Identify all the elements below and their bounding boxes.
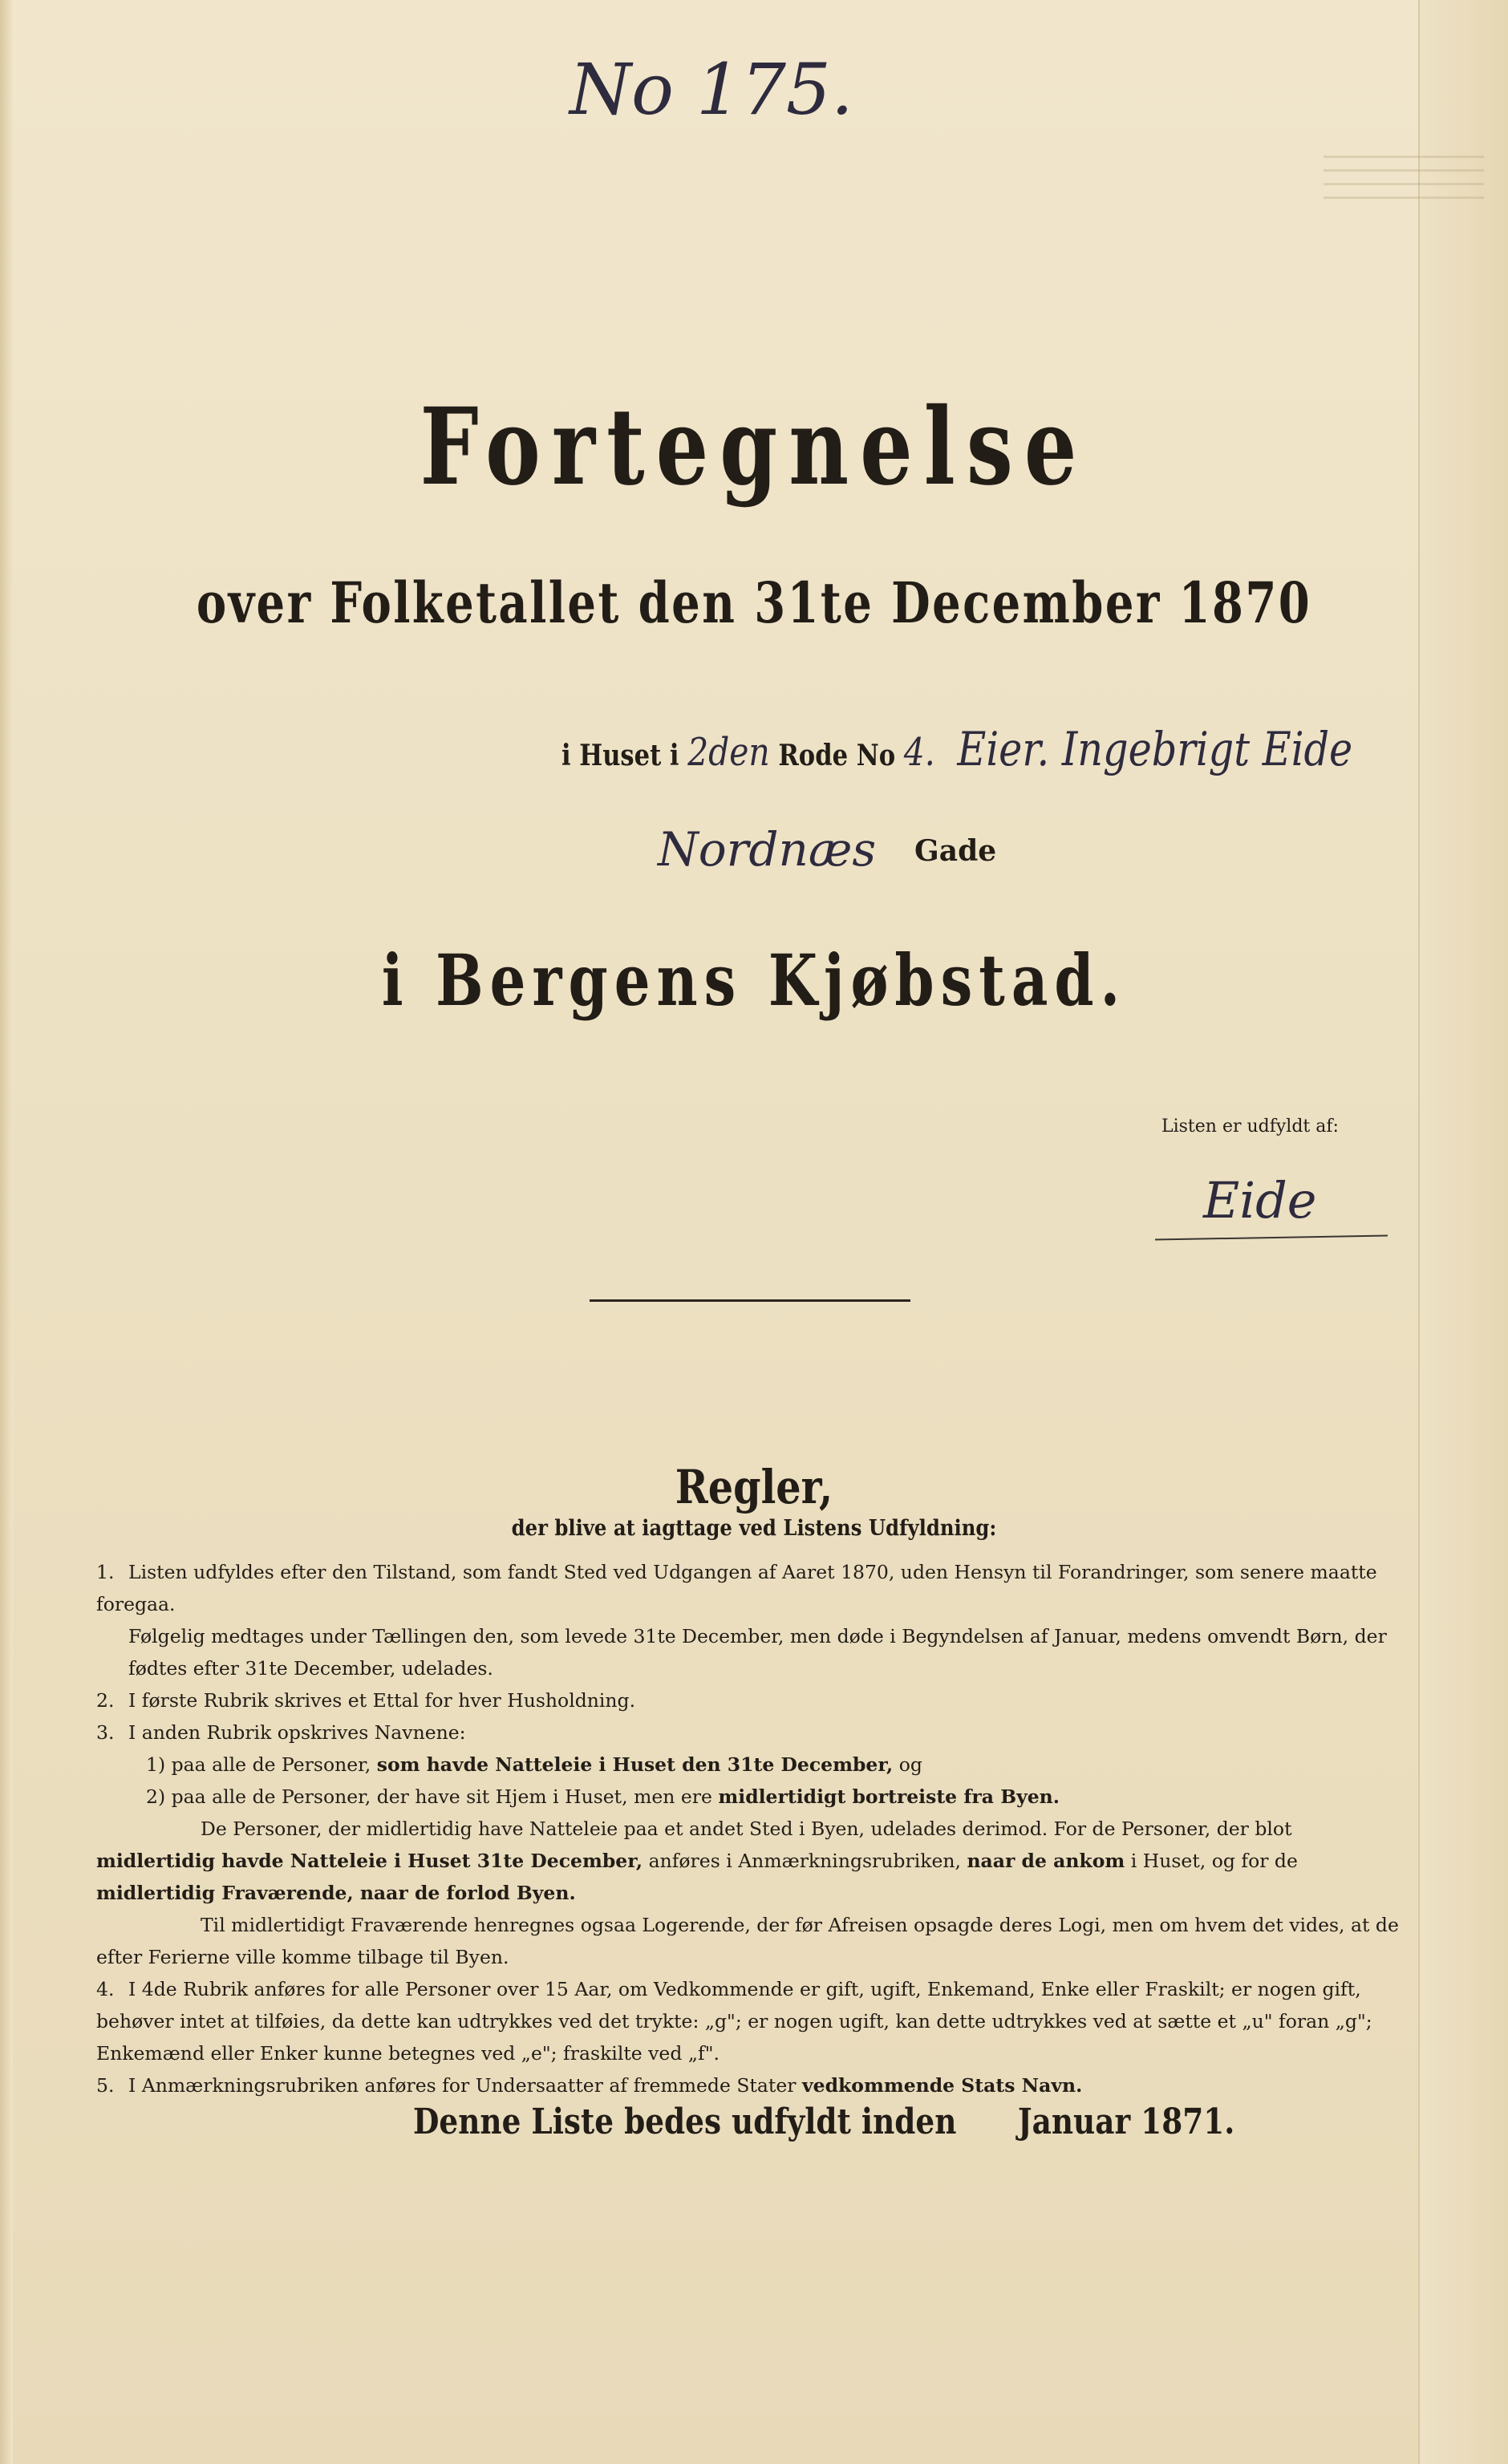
rule-number: 2.	[96, 1689, 115, 1712]
rule-1	[96, 1556, 1412, 1620]
rule-1-continued: Følgelig medtages under Tællingen den, som levede 31te December, men døde i Begyndelsen af Januar, medens omvendt Børn, der fødtes efter 31te December, udelades.	[128, 1625, 1387, 1680]
handwritten-owner: Eier. Ingebrigt Eide	[957, 722, 1353, 776]
house-prefix: i Huset i	[561, 739, 679, 772]
handwritten-signature: Eide	[1203, 1171, 1317, 1230]
handwritten-house-number: 4.	[903, 730, 935, 775]
handwritten-doc-number: No 175.	[570, 48, 853, 131]
rule-3-paragraph-1	[96, 1813, 1412, 1909]
para-text: De Personer, der midlertidig have Natteleie paa et andet Sted i Byen, udelades derimod. For de Personer, der blot	[201, 1818, 1292, 1840]
item-text: paa alle de Personer,	[171, 1753, 371, 1776]
street-label: Gade	[914, 834, 997, 868]
rule-5	[96, 2069, 1412, 2101]
rule-text: I Anmærkningsrubriken anføres for Undersaatter af fremmede Stater	[128, 2074, 797, 2097]
rule-number: 3.	[96, 1721, 115, 1744]
rule-text: I 4de Rubrik anføres for alle Personer over 15 Aar, om Vedkommende er gift, ugift, Enkemand, Enke eller Fraskilt; er nogen gift, behøver intet at tilføies, da dette kan udtrykkes ved det trykte: „g"; er nogen ugift, kan dette udtrykkes ved at sætte et „u" foran „g"; Enkemænd eller Enker kunne betegnes ved „e"; fraskilte ved „f".	[96, 1978, 1372, 2065]
handwritten-rode: 2den	[687, 730, 770, 775]
filled-by-label: Listen er udfyldt af:	[1161, 1116, 1339, 1137]
rules-title: Regler,	[675, 1460, 833, 1514]
signature-line	[1155, 1234, 1388, 1240]
rode-label: Rode	[778, 739, 849, 772]
item-text: paa alle de Personer, der have sit Hjem i Huset, men ere	[171, 1785, 712, 1808]
deadline-month: Januar 1871.	[1017, 2101, 1235, 2142]
rule-text: I første Rubrik skrives et Ettal for hver Husholdning.	[128, 1689, 636, 1712]
city-heading: i Bergens Kjøbstad.	[381, 938, 1127, 1022]
page-left-edge	[0, 0, 13, 2464]
rule-3-item-1	[96, 1749, 1412, 1781]
rule-text: Listen udfyldes efter den Tilstand, som fandt Sted ved Udgangen af Aaret 1870, uden Hensyn til Forandringer, som senere maatte foregaa.	[96, 1561, 1377, 1615]
item-number: 1)	[146, 1753, 166, 1776]
rules-subtitle: der blive at iagttage ved Listens Udfyldning:	[511, 1516, 997, 1541]
form-title: Fortegnelse	[420, 385, 1088, 509]
rules-list	[96, 1556, 1412, 2101]
form-subtitle: over Folketallet den 31te December 1870	[196, 569, 1312, 636]
item-emphasis: som havde Natteleie i Huset den 31te December,	[376, 1753, 894, 1776]
rule-4	[96, 1973, 1412, 2069]
deadline-line	[413, 2101, 1234, 2142]
rule-3-item-2	[96, 1781, 1412, 1813]
rule-number: 1.	[96, 1561, 115, 1583]
rule-3	[96, 1716, 1412, 1749]
para-emphasis: midlertidig Fraværende, naar de forlod Byen.	[96, 1882, 576, 1904]
rule-number: 4.	[96, 1978, 115, 2000]
bleed-through-ghost-text	[1324, 144, 1484, 225]
number-label: No	[856, 739, 896, 772]
section-divider	[590, 1299, 910, 1302]
rule-number: 5.	[96, 2074, 115, 2097]
item-text-end: og	[898, 1753, 922, 1776]
para-text: anføres i Anmærkningsrubriken,	[648, 1850, 961, 1872]
para-emphasis: naar de ankom	[967, 1850, 1125, 1872]
rule-3-paragraph-2: Til midlertidigt Fraværende henregnes ogsaa Logerende, der før Afreisen opsagde deres Logi, men om hvem det vides, at de efter Ferierne ville komme tilbage til Byen.	[96, 1914, 1399, 1968]
rule-emphasis: vedkommende Stats Navn.	[801, 2074, 1083, 2097]
para-text: i Huset, og for de	[1130, 1850, 1298, 1872]
page-right-edge	[1418, 0, 1508, 2464]
deadline-text: Denne Liste bedes udfyldt inden	[413, 2101, 957, 2142]
item-emphasis: midlertidigt bortreiste fra Byen.	[718, 1785, 1060, 1808]
rule-text: I anden Rubrik opskrives Navnene:	[128, 1721, 466, 1744]
handwritten-street: Nordnæs	[658, 822, 877, 877]
rule-2	[96, 1684, 1412, 1716]
para-emphasis: midlertidig havde Natteleie i Huset 31te December,	[96, 1850, 643, 1872]
house-address-row	[561, 722, 1352, 776]
item-number: 2)	[146, 1785, 166, 1808]
